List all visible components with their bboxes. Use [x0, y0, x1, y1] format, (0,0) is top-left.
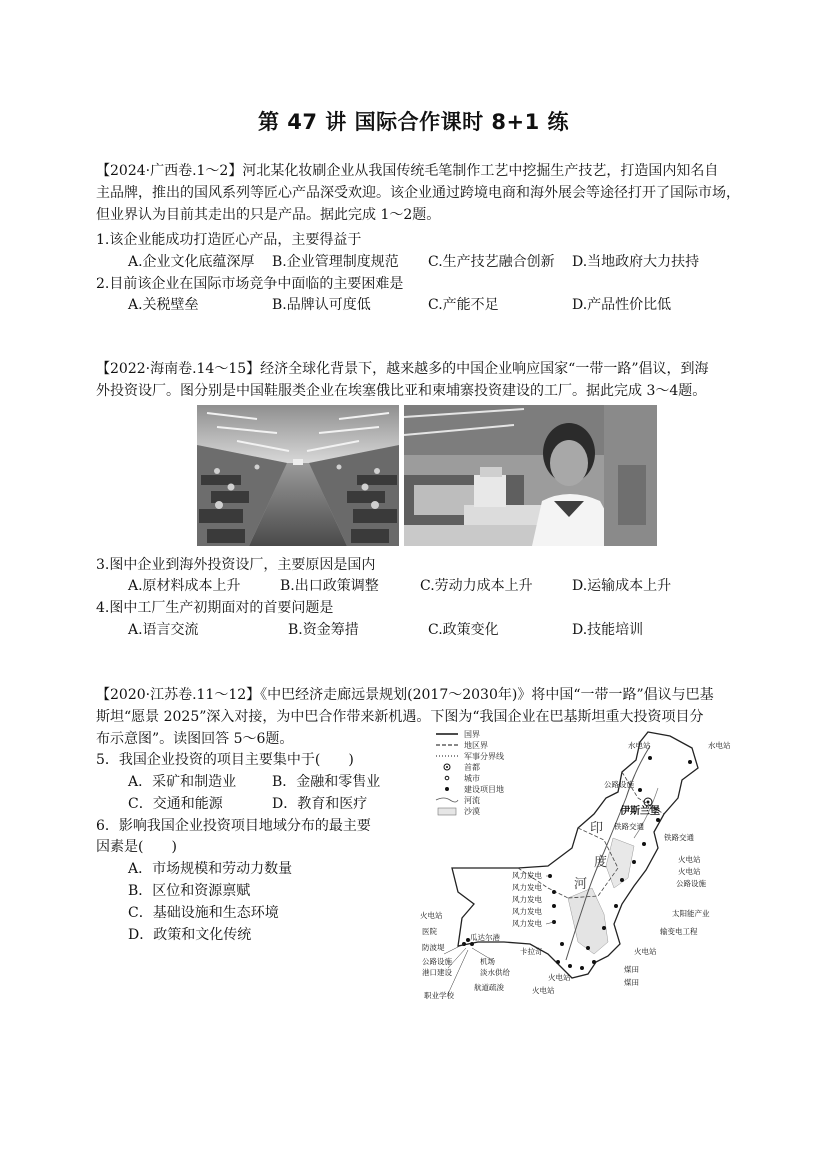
question-6-cont: 因素是( ): [96, 839, 177, 855]
legend-item: 建设项目地: [464, 785, 504, 794]
map-label-wind: 风力发电: [512, 871, 542, 880]
q2-option-a[interactable]: A.关税壁垒: [128, 297, 199, 313]
map-label-wind: 风力发电: [512, 907, 542, 916]
intro-line: 【2024·广西卷.1～2】河北某化妆刷企业从我国传统毛笔制作工艺中挖掘生产技艺，打造国内知名自: [96, 163, 719, 179]
map-legend: [436, 730, 504, 816]
intro-line: 【2022·海南卷.14～15】经济全球化背景下，越来越多的中国企业响应国家“一带一路”倡议，到海: [96, 361, 709, 377]
pakistan-investment-map: [408, 728, 738, 1000]
map-label-thermal: 火电站: [634, 947, 657, 956]
question-6: 6．影响我国企业投资项目地域分布的最主要: [96, 818, 371, 834]
intro-line: 斯坦“愿景 2025”深入对接，为中巴合作带来新机遇。下图为“我国企业在巴基斯坦重大投资项目分: [96, 709, 704, 725]
legend-item: 沙漠: [464, 807, 480, 816]
q1-option-d[interactable]: D.当地政府大力扶持: [572, 254, 700, 270]
intro-line: 布示意图”。读图回答 5～6题。: [96, 731, 294, 747]
q1-option-b[interactable]: B.企业管理制度规范: [272, 254, 399, 270]
map-label-school: 职业学校: [424, 991, 454, 1000]
map-label-wind: 风力发电: [512, 895, 542, 904]
question-4: 4.图中工厂生产初期面对的首要问题是: [96, 600, 334, 616]
q3-option-c[interactable]: C.劳动力成本上升: [420, 578, 533, 594]
map-label-rail: 铁路交通: [664, 833, 694, 842]
q2-option-d[interactable]: D.产品性价比低: [572, 297, 672, 313]
q1-option-c[interactable]: C.生产技艺融合创新: [428, 254, 555, 270]
map-label-karachi: 卡拉奇: [520, 947, 543, 956]
q4-option-d[interactable]: D.技能培训: [572, 622, 644, 638]
q2-option-b[interactable]: B.品牌认可度低: [272, 297, 371, 313]
river-letter: 印: [590, 821, 604, 836]
map-label-thermal: 火电站: [548, 973, 571, 982]
q4-option-c[interactable]: C.政策变化: [428, 622, 499, 638]
page-title: 第 47 讲 国际合作课时 8+1 练: [257, 110, 570, 134]
map-label-thermal: 火电站: [420, 911, 443, 920]
q4-option-b[interactable]: B.资金筹措: [288, 622, 359, 638]
q5-option-c[interactable]: C．交通和能源: [128, 796, 223, 812]
map-label-coal: 煤田: [624, 978, 639, 987]
factory-photo-ethiopia: [197, 405, 399, 546]
q5-option-a[interactable]: A．采矿和制造业: [128, 774, 237, 790]
map-label-breakwater: 防波堤: [422, 943, 445, 952]
q3-option-b[interactable]: B.出口政策调整: [280, 578, 379, 594]
map-label-dredging: 航道疏浚: [474, 983, 504, 992]
q5-option-d[interactable]: D．教育和医疗: [272, 796, 368, 812]
legend-item: 首都: [464, 763, 480, 772]
map-label-hydro: 水电站: [628, 741, 651, 750]
capital-label: 伊斯兰堡: [620, 806, 660, 817]
legend-item: 军事分界线: [464, 752, 504, 761]
q6-option-d[interactable]: D．政策和文化传统: [128, 927, 252, 943]
q6-option-a[interactable]: A．市场规模和劳动力数量: [128, 861, 293, 877]
map-label-thermal: 火电站: [678, 855, 701, 864]
q6-option-b[interactable]: B．区位和资源禀赋: [128, 883, 251, 899]
map-label-coal: 煤田: [624, 965, 639, 974]
question-2: 2.目前该企业在国际市场竞争中面临的主要困难是: [96, 276, 404, 292]
question-1: 1.该企业能成功打造匠心产品，主要得益于: [96, 232, 362, 248]
q4-option-a[interactable]: A.语言交流: [128, 622, 199, 638]
q6-option-c[interactable]: C．基础设施和生态环境: [128, 905, 279, 921]
map-label-water: 淡水供给: [480, 968, 510, 977]
map-label-thermal: 火电站: [678, 867, 701, 876]
question-5: 5．我国企业投资的项目主要集中于( ): [96, 752, 354, 768]
intro-line: 但业界认为目前其走出的只是产品。据此完成 1～2题。: [96, 207, 441, 223]
intro-line: 【2020·江苏卷.11～12】《中巴经济走廊远景规划(2017～2030年)》将中国“一带一路”倡议与巴基: [96, 687, 714, 703]
map-label-thermal: 火电站: [532, 986, 555, 995]
question-3: 3.图中企业到海外投资设厂，主要原因是国内: [96, 557, 376, 573]
legend-item: 城市: [464, 774, 480, 783]
factory-photo-cambodia: [404, 405, 657, 546]
q2-option-c[interactable]: C.产能不足: [428, 297, 499, 313]
map-label-hydro: 水电站: [708, 741, 731, 750]
river-letter: 度: [594, 855, 608, 870]
map-label-gwadar: 瓜达尔港: [470, 933, 500, 942]
q1-option-a[interactable]: A.企业文化底蕴深厚: [128, 254, 255, 270]
map-label-airport: 机场: [480, 957, 495, 966]
q3-option-d[interactable]: D.运输成本上升: [572, 578, 672, 594]
map-label-rail: 铁路交通: [614, 822, 644, 831]
intro-line: 外投资设厂。图分别是中国鞋服类企业在埃塞俄比亚和柬埔寨投资建设的工厂。据此完成 3～4题。: [96, 383, 707, 399]
map-label-grid: 输变电工程: [660, 927, 698, 936]
map-label-wind: 风力发电: [512, 883, 542, 892]
map-label-hospital: 医院: [422, 927, 437, 936]
legend-item: 国界: [464, 730, 480, 739]
map-label-solar: 太阳能产业: [672, 909, 710, 918]
q5-option-b[interactable]: B．金融和零售业: [272, 774, 381, 790]
map-label-wind: 风力发电: [512, 919, 542, 928]
legend-item: 河流: [464, 796, 480, 805]
section2-intro: [96, 358, 748, 402]
map-label-road: 公路设施: [604, 780, 634, 789]
q3-option-a[interactable]: A.原材料成本上升: [128, 578, 241, 594]
river-letter: 河: [574, 877, 588, 892]
map-label-road: 公路设施: [676, 879, 706, 888]
map-label-port: 港口建设: [422, 968, 452, 977]
section1-intro: [96, 160, 748, 226]
map-label-road: 公路设施: [422, 957, 452, 966]
intro-line: 主品牌，推出的国风系列等匠心产品深受欢迎。该企业通过跨境电商和海外展会等途径打开了国际市场，: [96, 185, 740, 201]
legend-item: 地区界: [464, 741, 488, 750]
